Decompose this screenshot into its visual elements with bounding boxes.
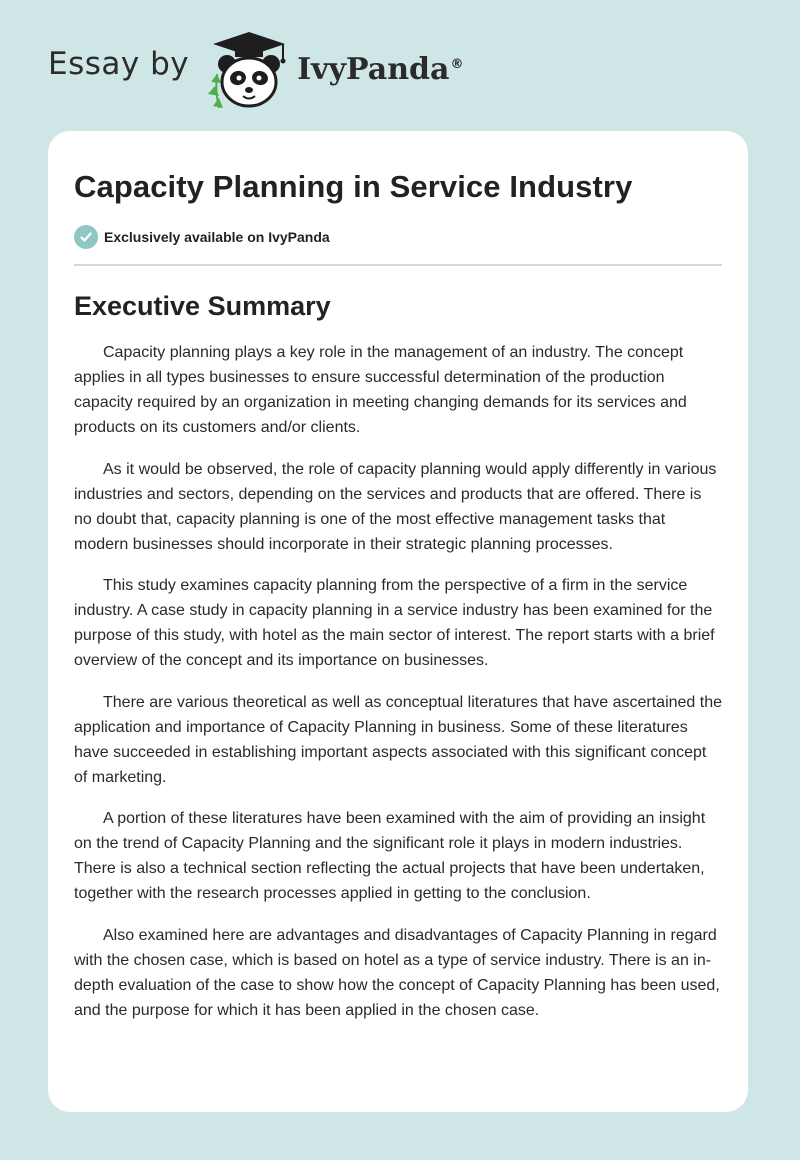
site-header xyxy=(48,30,463,110)
page-title: Capacity Planning in Service Industry xyxy=(74,169,633,204)
paragraph: This study examines capacity planning from the perspective of a firm in the service industry. A case study in capacity planning in a service industry has been examined for the purpose of this study, with hotel as the main sector of interest. The report starts with a brief overview of the concept and its importance on businesses. xyxy=(74,577,715,669)
brand-prefix: Essay by xyxy=(48,46,190,82)
section-heading: Executive Summary xyxy=(74,291,331,321)
exclusive-badge xyxy=(74,224,722,250)
check-icon xyxy=(74,225,98,249)
paragraph: As it would be observed, the role of capacity planning would apply differently in various industries and sectors, depending on the services and products that are offered. There is no doubt that, capacity planning is one of the most effective management tasks that modern businesses should incorporate in their strategic planning processes. xyxy=(74,460,717,553)
essay-body xyxy=(74,340,722,1023)
paragraph: A portion of these literatures have been examined with the aim of providing an insight on the trend of Capacity Planning and the significant role it plays in modern industries. There is also a technical section reflecting the actual projects that have been undertaken, together with the research processes applied in getting to the conclusion. xyxy=(74,810,706,902)
paragraph: Also examined here are advantages and disadvantages of Capacity Planning in regard with the chosen case, which is based on hotel as a type of service industry. There is an in-depth evaluation of the case to show how the concept of Capacity Planning has been used, and the purpose for which it has been applied in the chosen case. xyxy=(74,926,720,1019)
registered-mark: ® xyxy=(450,56,464,72)
essay-card xyxy=(48,131,748,1112)
panda-graduation-cap-icon[interactable] xyxy=(203,30,295,110)
exclusive-badge-label: Exclusively available on IvyPanda xyxy=(104,229,330,245)
brand-name[interactable]: IvyPanda® xyxy=(297,51,464,87)
divider xyxy=(74,264,722,266)
paragraph: Capacity planning plays a key role in the management of an industry. The concept applies in all types businesses to ensure successful determination of the production capacity required by an organization in meeting changing demands for its services and products on its customers and/or clients. xyxy=(74,344,687,436)
paragraph: There are various theoretical as well as conceptual literatures that have ascertained the application and importance of Capacity Planning in business. Some of these literatures have succeeded in establishing important aspects associated with this significant concept of marketing. xyxy=(74,693,723,786)
